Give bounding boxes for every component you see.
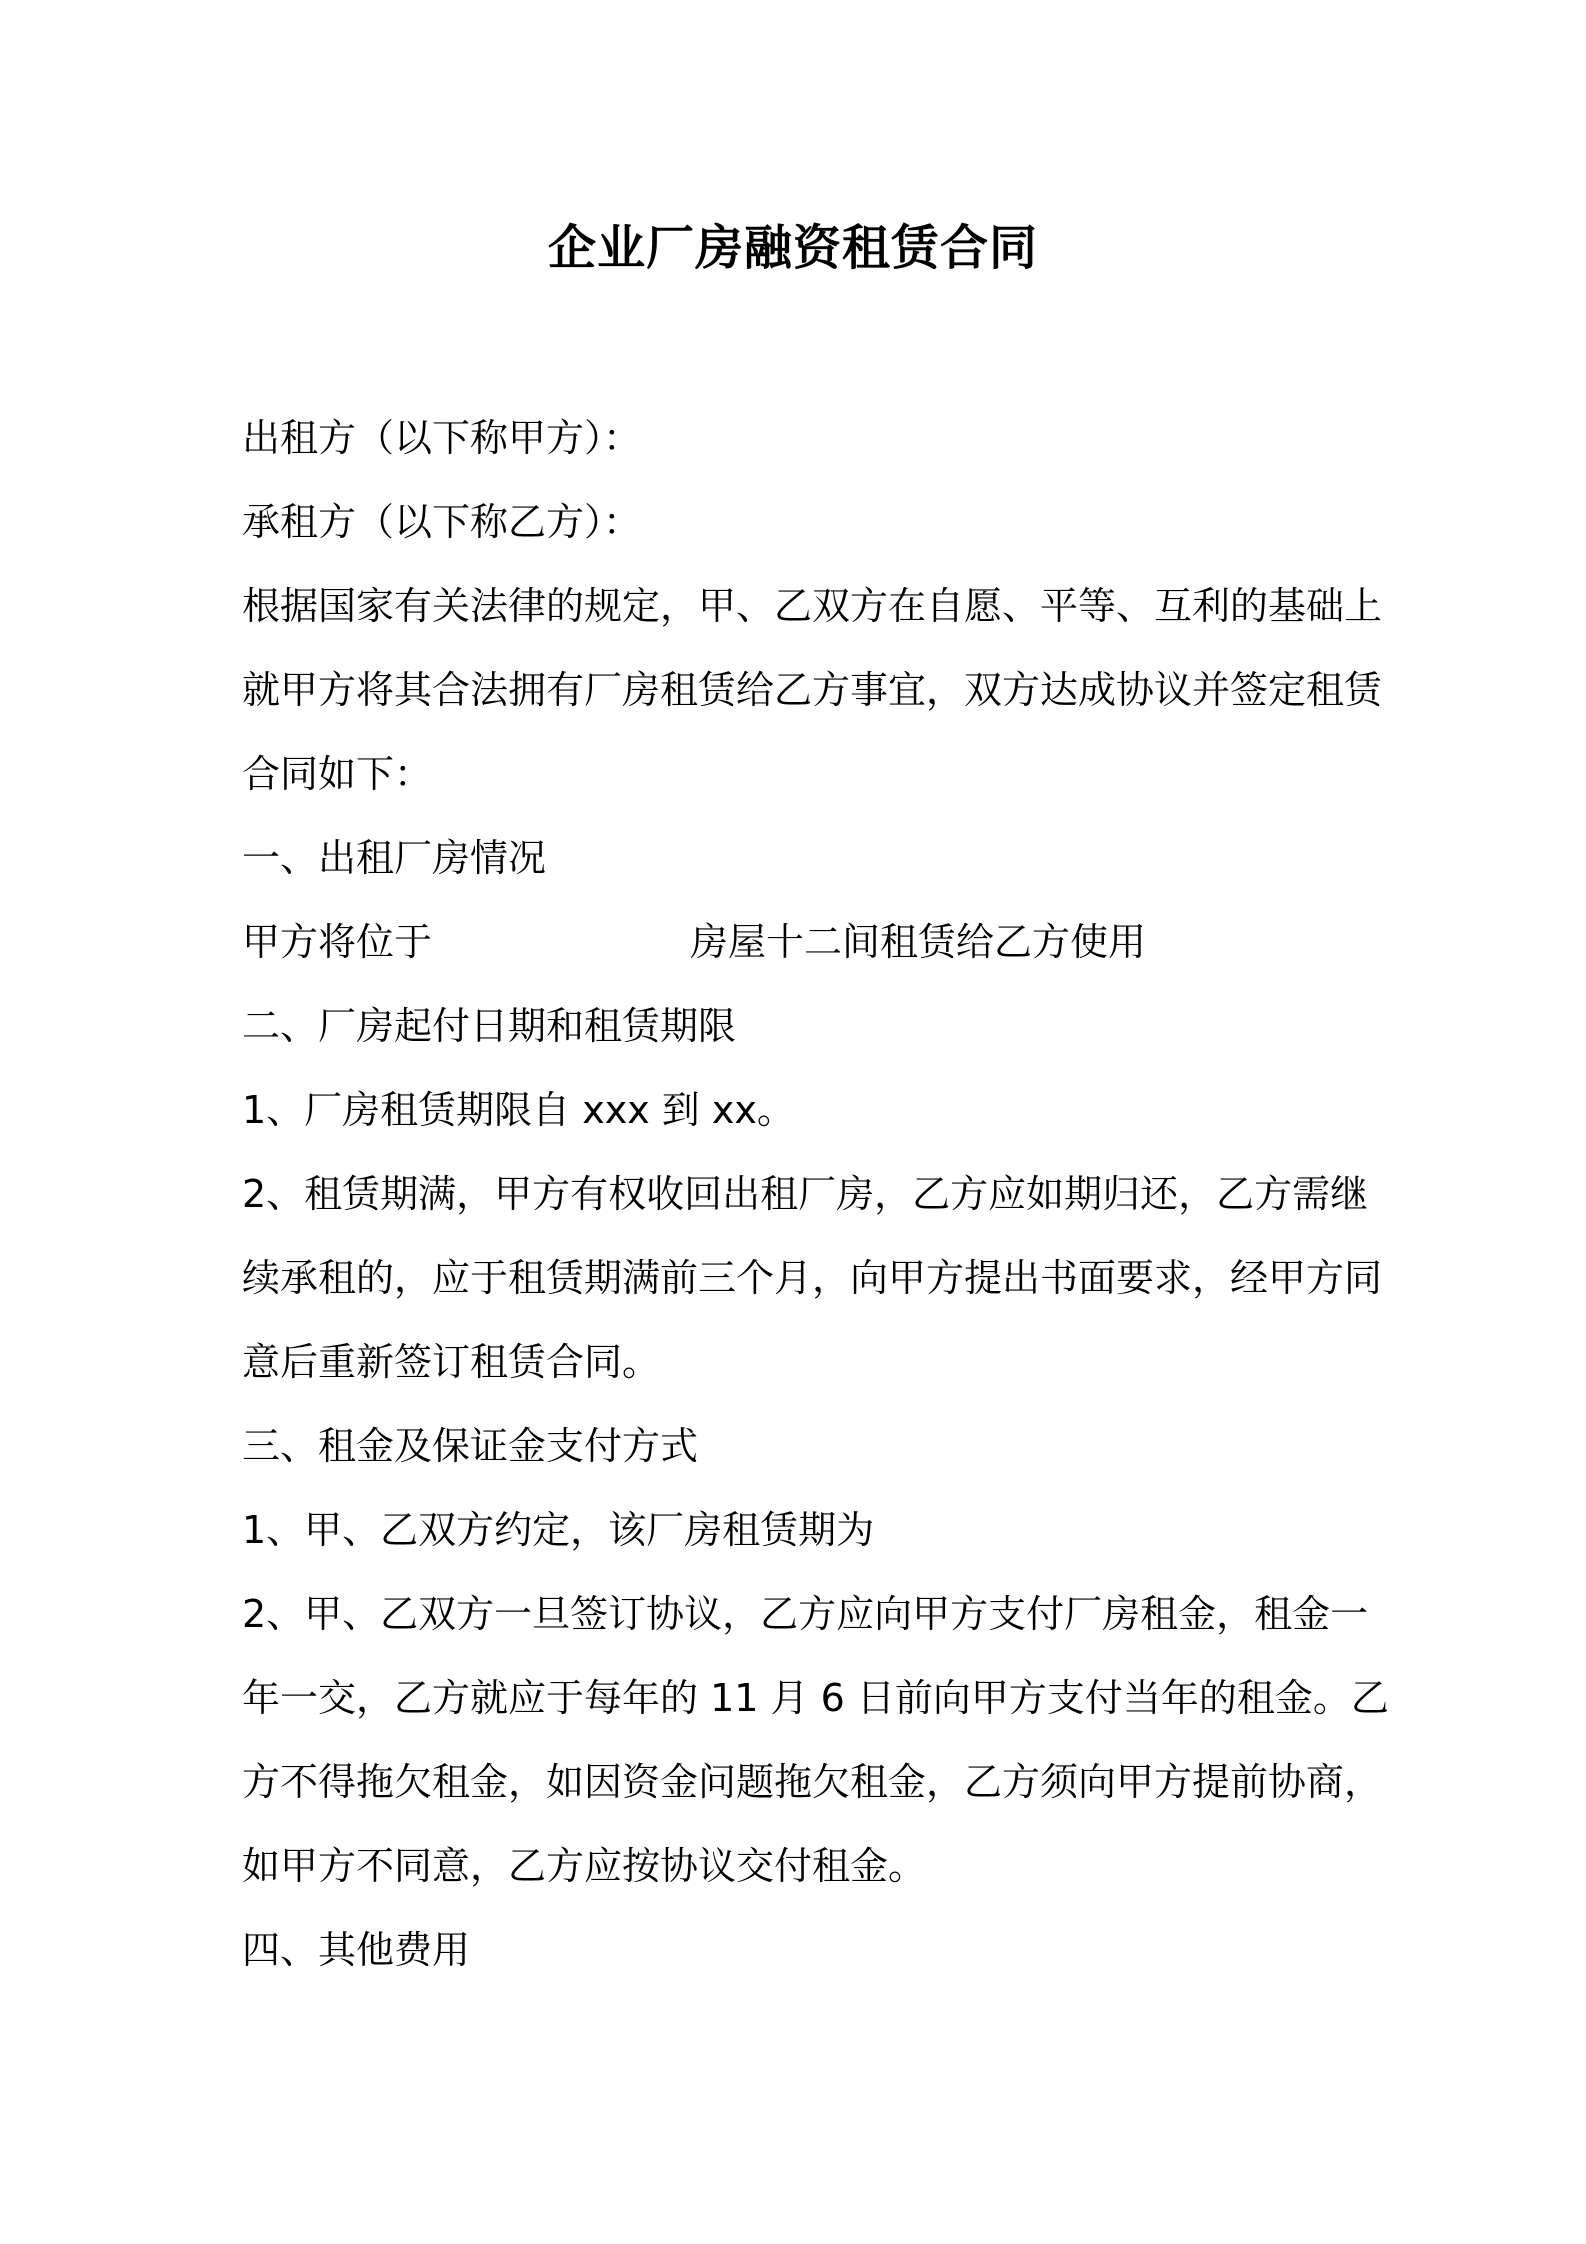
intro-line-3: 合同如下： [242, 752, 433, 796]
section3-item1: 1、甲、乙双方约定，该厂房租赁期为 [242, 1508, 875, 1552]
section1-line-start: 甲方将位于 [242, 920, 433, 964]
section3-item2-line-3: 方不得拖欠租金，如因资金问题拖欠租金，乙方须向甲方提前协商， [242, 1760, 1383, 1804]
section2-heading: 二、厂房起付日期和租赁期限 [242, 1004, 737, 1048]
section2-item2-line-1: 2、租赁期满，甲方有权收回出租厂房，乙方应如期归还，乙方需继 [242, 1172, 1369, 1216]
intro-line-2: 就甲方将其合法拥有厂房租赁给乙方事宜，双方达成协议并签定租赁 [242, 668, 1383, 712]
section3-item2-line-4: 如甲方不同意，乙方应按协议交付租金。 [242, 1844, 927, 1888]
section1-line-end: 房屋十二间租赁给乙方使用 [690, 920, 1147, 964]
section4-heading: 四、其他费用 [242, 1928, 471, 1972]
section3-heading: 三、租金及保证金支付方式 [242, 1424, 699, 1468]
section2-item2-line-2: 续承租的，应于租赁期满前三个月，向甲方提出书面要求，经甲方同 [242, 1256, 1383, 1300]
section3-item2-line-1: 2、甲、乙双方一旦签订协议，乙方应向甲方支付厂房租金，租金一 [242, 1592, 1369, 1636]
lessee-line: 承租方（以下称乙方）： [242, 500, 642, 544]
intro-line-1: 根据国家有关法律的规定，甲、乙双方在自愿、平等、互利的基础上 [242, 584, 1383, 628]
lessor-line: 出租方（以下称甲方）： [242, 416, 642, 460]
section1-heading: 一、出租厂房情况 [242, 836, 547, 880]
document-title: 企业厂房融资租赁合同 [547, 220, 1038, 276]
section1-line [242, 914, 1146, 970]
section2-item1: 1、厂房租赁期限自 xxx 到 xx。 [242, 1088, 795, 1132]
section3-item2-line-2: 年一交，乙方就应于每年的 11 月 6 日前向甲方支付当年的租金。乙 [242, 1676, 1389, 1720]
section2-item2-line-3: 意后重新签订租赁合同。 [242, 1340, 661, 1384]
